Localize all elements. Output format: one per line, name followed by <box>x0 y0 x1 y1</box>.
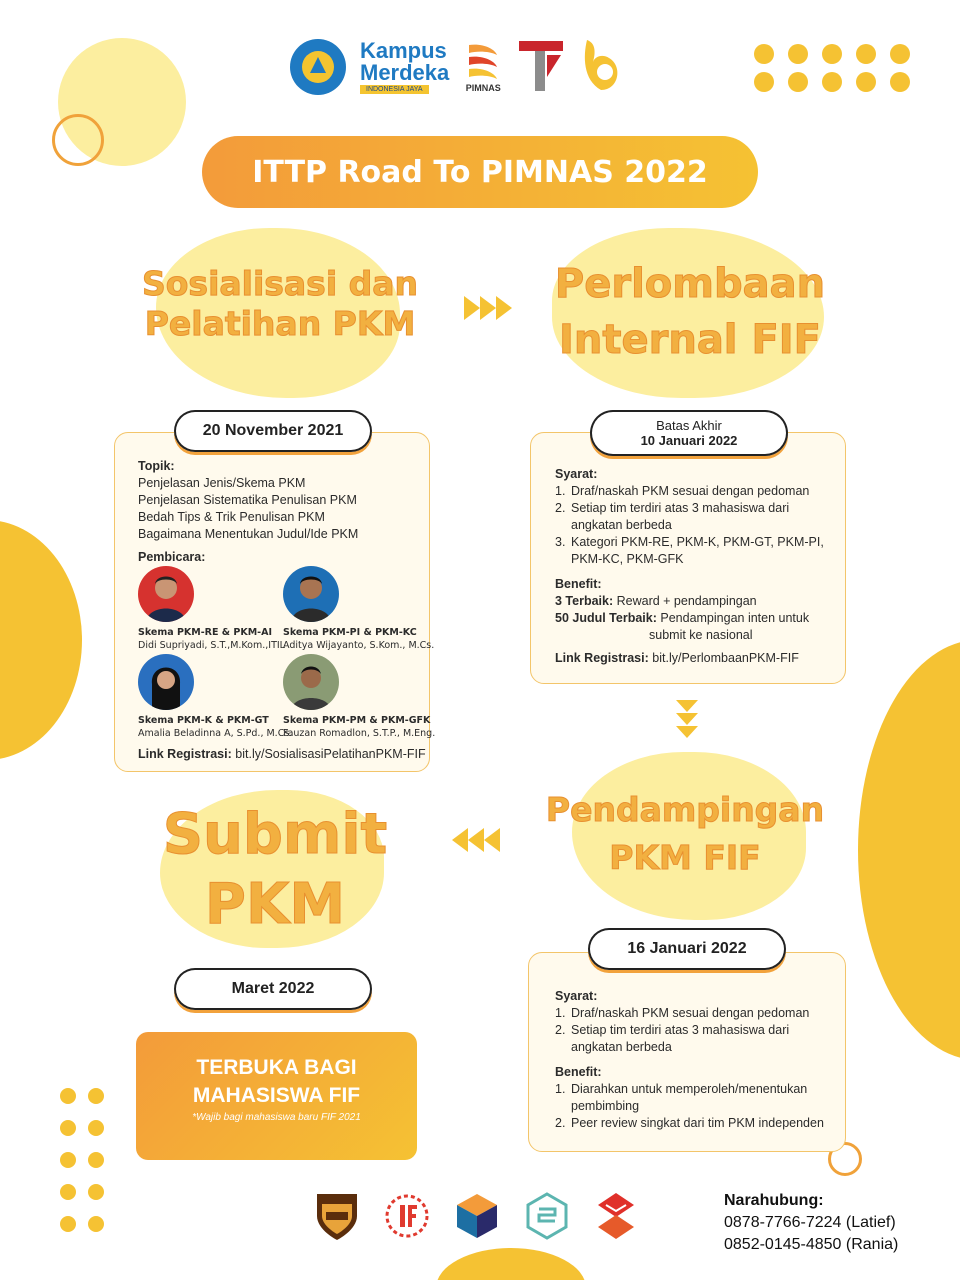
speaker-1 <box>138 626 285 652</box>
stage3-heading-line2: PKM FIF <box>609 838 761 877</box>
contact-phone[interactable]: 0852-0145-4850 (Rania) <box>724 1236 899 1253</box>
arrow-down-icon <box>676 700 698 738</box>
yellow-logo <box>579 36 625 98</box>
stage4-date <box>174 968 372 1010</box>
stage3-syarat-list <box>555 1005 835 1056</box>
decor-circle-right <box>858 640 960 1060</box>
open-line1: TERBUKA BAGI <box>196 1056 357 1079</box>
stage2-registration-link[interactable]: bit.ly/PerlombaanPKM-FIF <box>652 651 799 665</box>
stage1-date <box>174 410 372 452</box>
stage2-heading-line2: Internal FIF <box>559 317 821 363</box>
stage1-registration-link[interactable]: bit.ly/SosialisasiPelatihanPKM-FIF <box>235 747 426 761</box>
tut-wuri-handayani-logo <box>290 39 346 95</box>
stage2-date-text: 10 Januari 2022 <box>640 433 738 448</box>
stage1-date-text: 20 November 2021 <box>202 422 344 439</box>
syarat-label: Syarat: <box>555 989 598 1003</box>
stage2-content <box>555 466 835 667</box>
list-item: 3. Kategori PKM-RE, PKM-K, PKM-GT, PKM-PI, PKM-KC, PKM-GFK <box>555 535 824 566</box>
list-item: 2. Setiap tim terdiri atas 3 mahasiswa dari angkatan berbeda <box>555 501 790 532</box>
pembicara-label: Pembicara: <box>138 550 206 564</box>
pimnas-logo <box>463 41 503 93</box>
stage4-date-text: Maret 2022 <box>231 980 315 997</box>
stage3-benefit-list <box>555 1081 835 1132</box>
topik-label: Topik: <box>138 459 175 473</box>
stage2-date <box>590 410 788 456</box>
benefit-item-cont: submit ke nasional <box>649 628 753 642</box>
hex-logo-icon <box>524 1191 570 1245</box>
stage3-date <box>588 928 786 970</box>
link-label: Link Registrasi: <box>138 747 232 761</box>
benefit-item: 50 Judul Terbaik: Pendampingan inten untuk <box>555 611 810 625</box>
speaker-name: Aditya Wijayanto, S.Kom., M.Cs. <box>283 640 435 651</box>
list-item: 2. Setiap tim terdiri atas 3 mahasiswa dari angkatan berbeda <box>555 1023 790 1054</box>
if-logo-icon <box>384 1193 430 1243</box>
s-logo-icon <box>594 1191 638 1245</box>
top-logos <box>290 36 625 98</box>
stage1-heading <box>120 264 440 343</box>
page-title: ITTP Road To PIMNAS 2022 <box>202 136 758 208</box>
cube-logo-icon <box>454 1192 500 1244</box>
stage3-content <box>555 988 835 1132</box>
decor-circle-left <box>0 520 82 760</box>
stage4-heading-line2: PKM <box>204 872 346 937</box>
arrow-right-icon <box>464 296 512 320</box>
list-item: 1. Diarahkan untuk memperoleh/menentukan pembimbing <box>555 1082 808 1113</box>
telkom-logo <box>517 37 565 97</box>
speaker-4 <box>283 714 435 740</box>
kampus-merdeka-logo <box>360 40 449 94</box>
merdeka-text: Merdeka <box>360 60 450 85</box>
decor-circle-bottom <box>436 1248 586 1280</box>
speaker-photo <box>283 654 339 710</box>
speaker-scheme: Skema PKM-PM & PKM-GFK <box>283 715 431 726</box>
speaker-scheme: Skema PKM-RE & PKM-AI <box>138 627 272 638</box>
open-to-students-box <box>136 1032 417 1160</box>
contact-label: Narahubung: <box>724 1192 824 1209</box>
speaker-photo <box>138 566 194 622</box>
topik-item: Bagaimana Menentukan Judul/Ide PKM <box>138 527 359 541</box>
topik-item: Penjelasan Sistematika Penulisan PKM <box>138 493 357 507</box>
benefit-label: Benefit: <box>555 1065 602 1079</box>
speaker-scheme: Skema PKM-K & PKM-GT <box>138 715 269 726</box>
speaker-photo <box>283 566 339 622</box>
indonesia-jaya-text: INDONESIA JAYA <box>360 85 429 94</box>
arrow-left-icon <box>452 828 500 852</box>
open-note: *Wajib bagi mahasiswa baru FIF 2021 <box>192 1112 361 1123</box>
stage1-heading-line2: Pelatihan PKM <box>144 303 416 343</box>
stage3-date-text: 16 Januari 2022 <box>627 940 747 957</box>
list-item: 1. Draf/naskah PKM sesuai dengan pedoman <box>555 484 810 498</box>
speaker-photo <box>138 654 194 710</box>
stage1-topics <box>138 458 358 566</box>
stage4-heading <box>140 800 410 940</box>
stage1-heading-line1: Sosialisasi dan <box>141 264 419 303</box>
shield-logo-icon <box>314 1190 360 1246</box>
speaker-name: Fauzan Romadlon, S.T.P., M.Eng. <box>283 728 436 739</box>
stage4-heading-line1: Submit <box>162 802 388 867</box>
contact-block <box>724 1190 898 1256</box>
stage2-link-row <box>555 650 835 667</box>
benefit-item: 3 Terbaik: Reward + pendampingan <box>555 594 757 608</box>
contact-phone[interactable]: 0878-7766-7224 (Latief) <box>724 1214 896 1231</box>
kampus-text: Kampus <box>360 38 447 63</box>
decor-ring-topleft <box>52 114 104 166</box>
benefit-label: Benefit: <box>555 577 602 591</box>
pimnas-text: PIMNAS <box>465 83 501 93</box>
link-label: Link Registrasi: <box>555 651 649 665</box>
speaker-2 <box>283 626 434 652</box>
open-line2: MAHASISWA FIF <box>192 1084 361 1107</box>
list-item: 1. Draf/naskah PKM sesuai dengan pedoman <box>555 1006 810 1020</box>
topik-item: Bedah Tips & Trik Penulisan PKM <box>138 510 325 524</box>
stage2-heading-line1: Perlombaan <box>554 261 826 307</box>
bottom-logos <box>314 1190 638 1246</box>
stage2-date-label: Batas Akhir <box>656 418 722 433</box>
speaker-scheme: Skema PKM-PI & PKM-KC <box>283 627 417 638</box>
speaker-name: Amalia Beladinna A, S.Pd., M.Cs. <box>138 728 293 739</box>
syarat-label: Syarat: <box>555 467 598 481</box>
stage2-heading <box>540 256 840 368</box>
stage2-syarat-list <box>555 483 835 568</box>
stage3-heading-line1: Pendampingan <box>545 790 825 829</box>
list-item: 2. Peer review singkat dari tim PKM independen <box>555 1116 824 1130</box>
speaker-name: Didi Supriyadi, S.T.,M.Kom.,ITIL <box>138 640 285 651</box>
stage1-link-row <box>138 746 426 763</box>
speaker-3 <box>138 714 292 740</box>
topik-item: Penjelasan Jenis/Skema PKM <box>138 476 306 490</box>
stage3-heading <box>530 786 840 882</box>
